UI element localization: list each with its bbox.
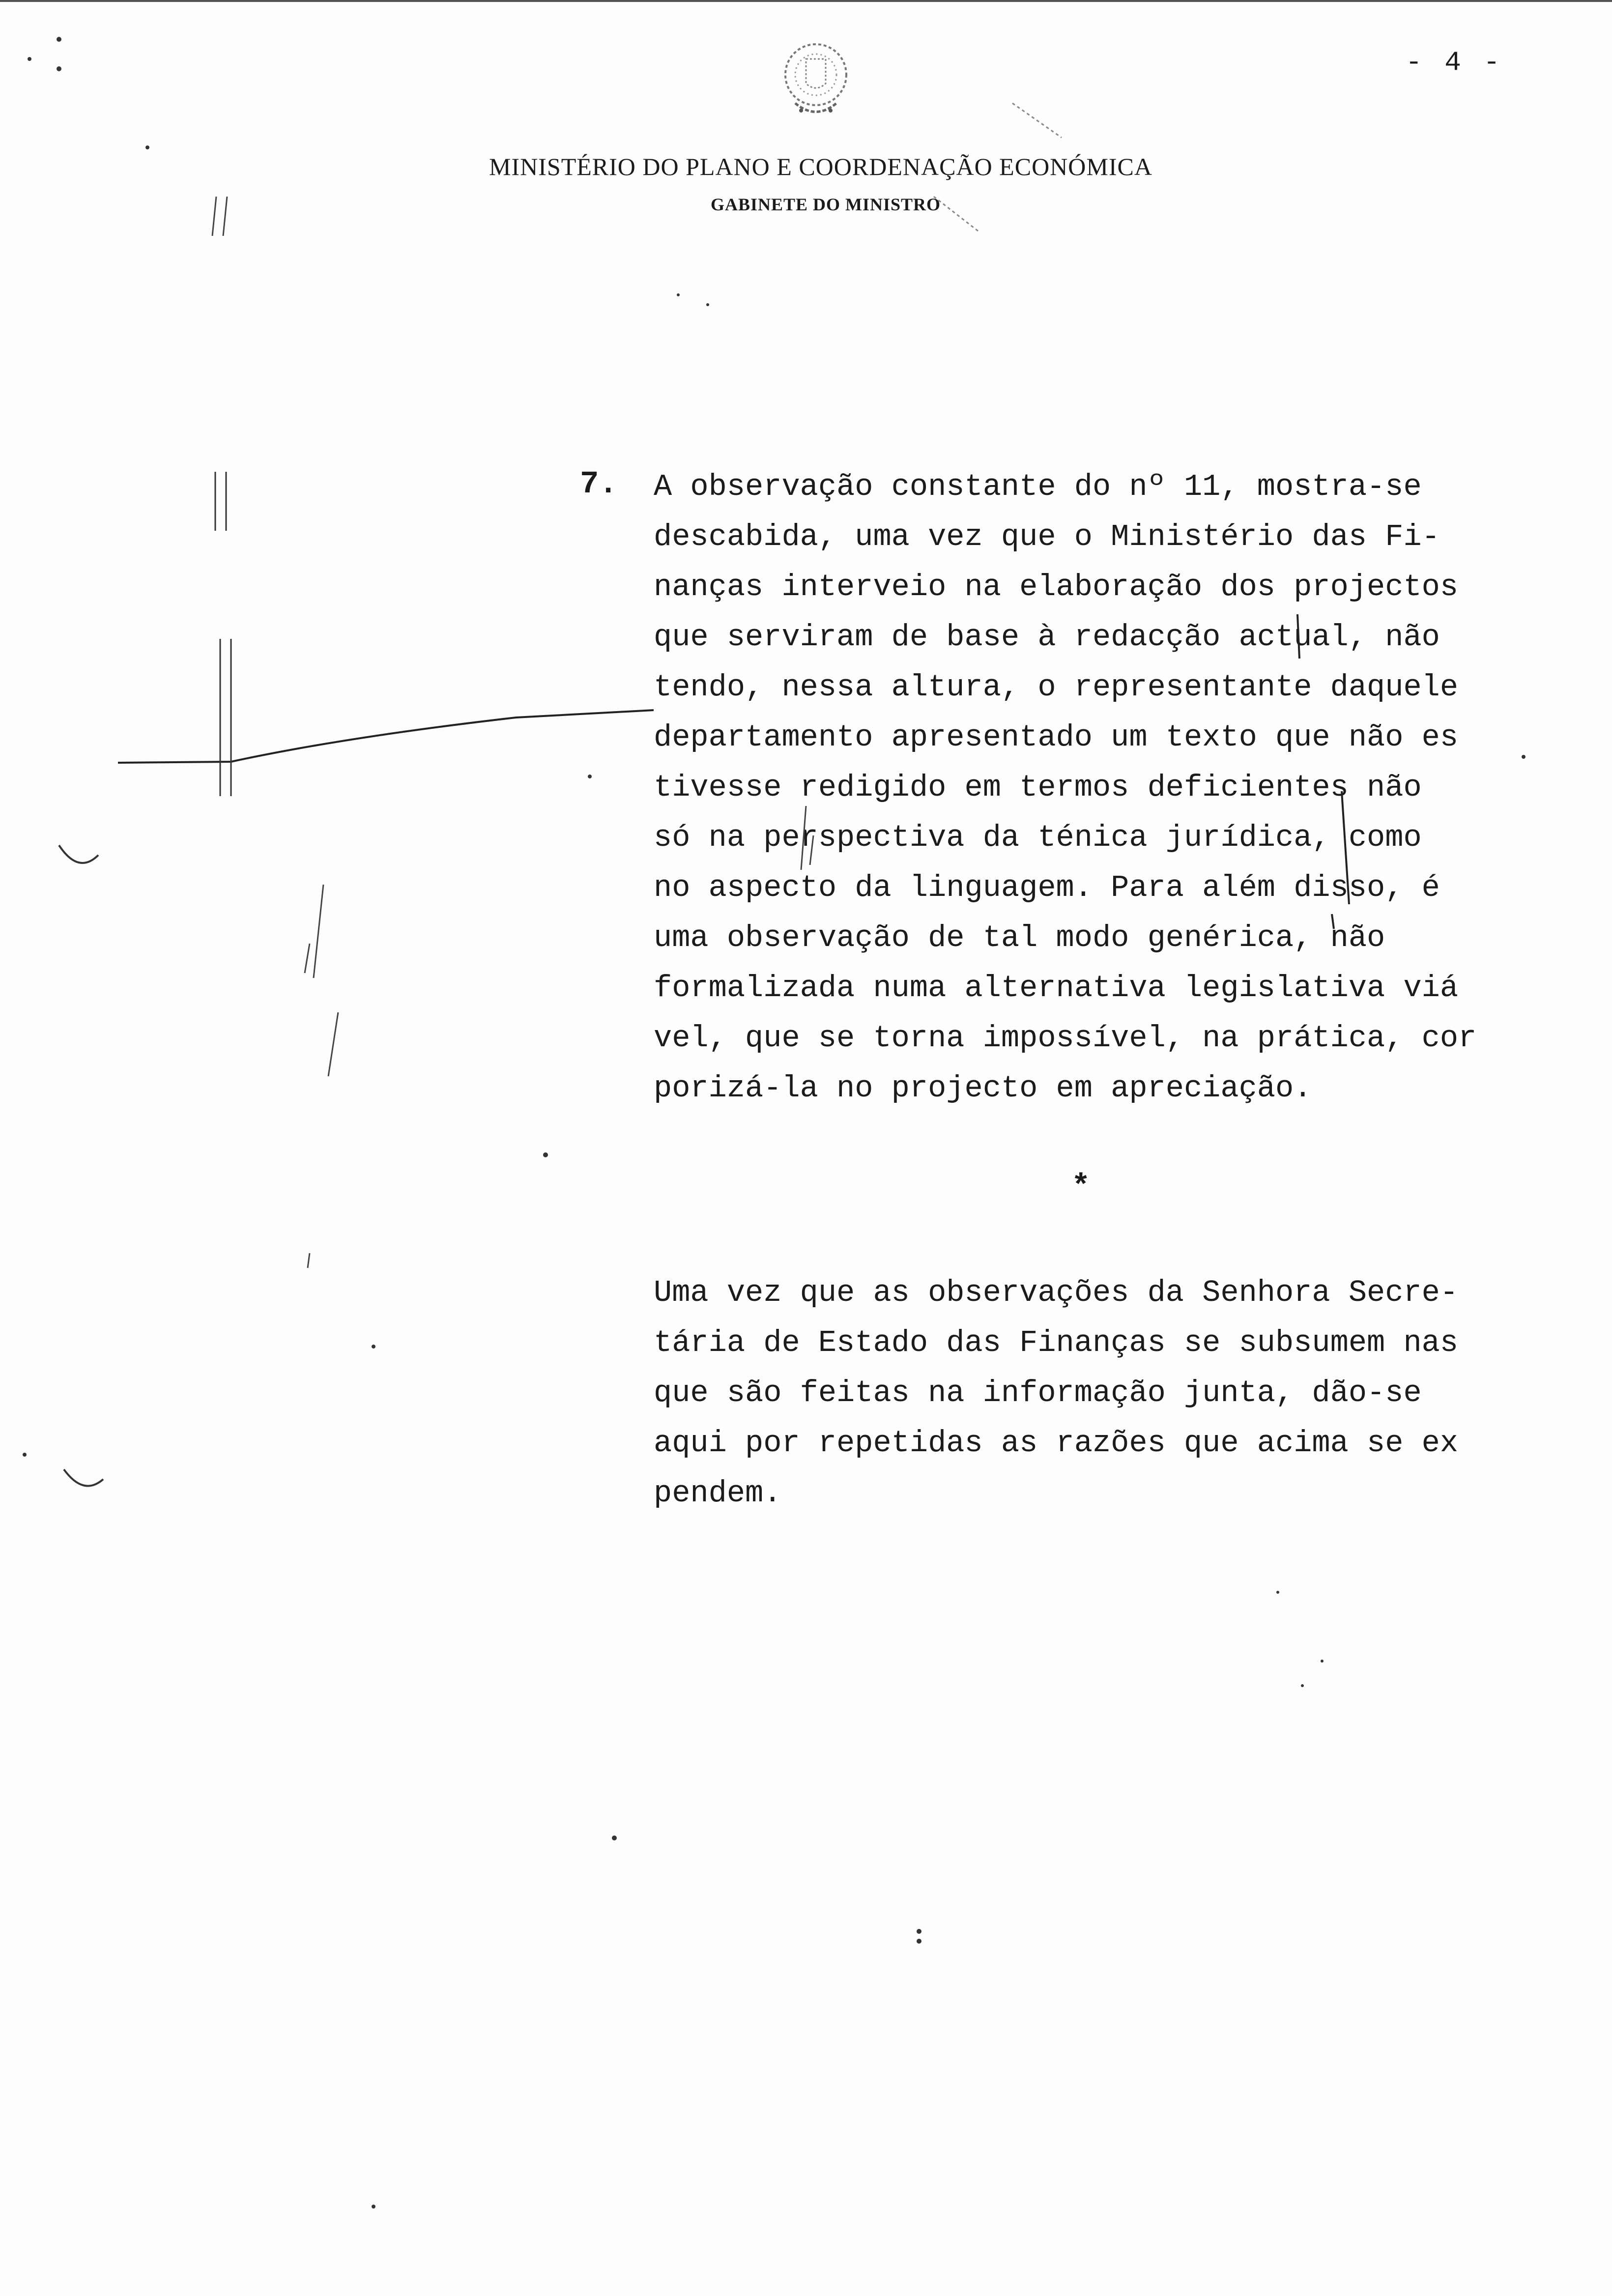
cabinet-subtitle: GABINETE DO MINISTRO [710,195,941,214]
scan-top-edge [0,0,1612,2]
paragraph-7-line: descabida, uma vez que o Ministério das Fi- [654,519,1440,554]
item-number: 7. [580,467,618,502]
paragraph-7-line: tendo, nessa altura, o representante daquele [654,670,1459,705]
paragraph-7 [654,462,1476,1114]
paragraph-7-line: que serviram de base à redacção actual, não [654,620,1440,655]
section-separator: * [1071,1170,1091,1205]
ministry-title: MINISTÉRIO DO PLANO E COORDENAÇÃO ECONÓMICA [489,153,1152,180]
paragraph-7-line: só na perspectiva da ténica jurídica, como [654,820,1422,855]
paragraph-7-line: formalizada numa alternativa legislativa viá [654,971,1459,1005]
coat-of-arms-emblem [767,29,865,128]
paragraph-7-line: uma observação de tal modo genérica, não [654,920,1385,955]
closing-paragraph-line: aqui por repetidas as razões que acima se ex [654,1426,1459,1461]
paragraph-7-line: porizá-la no projecto em apreciação. [654,1071,1312,1106]
closing-paragraph-line: pendem. [654,1476,782,1511]
page-number: - 4 - [1406,47,1503,78]
paragraph-7-line: no aspecto da linguagem. Para além disso, é [654,870,1440,905]
paragraph-7-line: departamento apresentado um texto que não es [654,720,1459,755]
paragraph-7-line: tivesse redigido em termos deficientes não [654,770,1422,805]
closing-paragraph-line: tária de Estado das Finanças se subsumem nas [654,1325,1459,1360]
paragraph-7-line: A observação constante do nº 11, mostra-se [654,469,1422,504]
closing-paragraph [654,1268,1458,1519]
paragraph-7-line: vel, que se torna impossível, na prática, cor [654,1021,1477,1056]
closing-paragraph-line: Uma vez que as observações da Senhora Secre- [654,1275,1459,1310]
paragraph-7-line: nanças interveio na elaboração dos projectos [654,570,1459,604]
closing-paragraph-line: que são feitas na informação junta, dão-se [654,1376,1422,1410]
